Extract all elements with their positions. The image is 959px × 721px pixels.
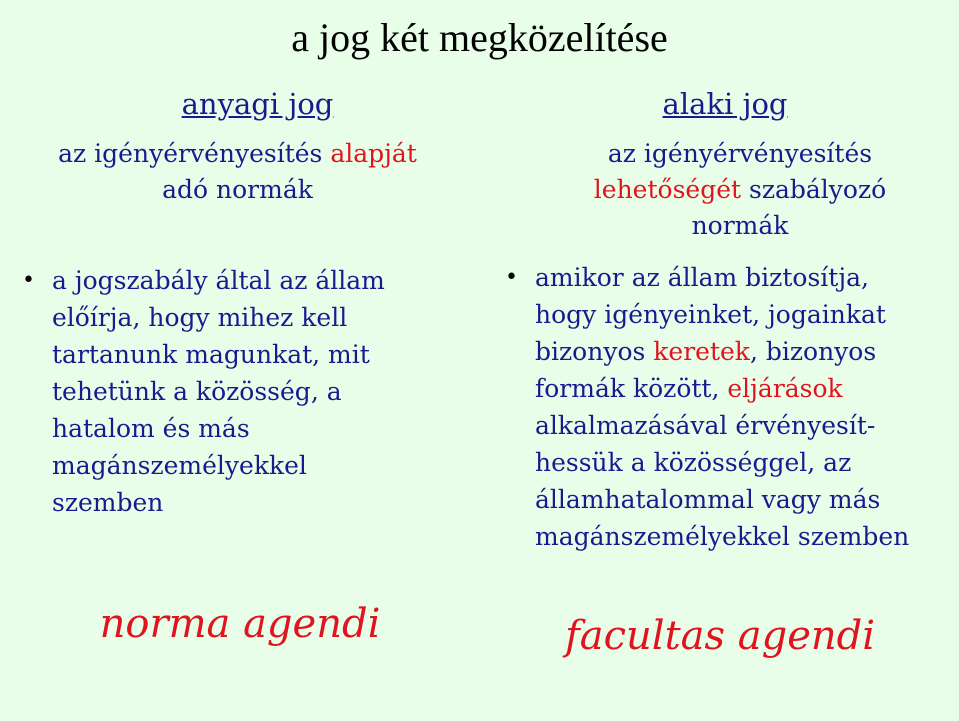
right-subtitle-highlight: lehetőségét xyxy=(593,175,742,204)
right-latin-term: facultas agendi xyxy=(564,613,876,659)
right-bullet xyxy=(505,259,935,555)
slide-title: a jog két megközelítése xyxy=(291,15,668,60)
right-bullet-highlight-2: eljárások xyxy=(727,374,843,403)
right-subtitle-text-1: az igényérvényesítés xyxy=(607,139,873,168)
left-bullet-text: a jogszabály által az állam előírja, hogy mihez kell tartanunk magunkat, mit tehetünk a közösség, a hatalom és más magánszemélyekkel szemben xyxy=(52,266,385,517)
right-subtitle xyxy=(530,136,950,244)
bullet-icon: • xyxy=(22,268,35,293)
left-subtitle-text: az igényérvényesítés xyxy=(58,139,331,168)
left-bullet xyxy=(22,262,422,521)
right-bullet-highlight-1: keretek xyxy=(653,337,750,366)
left-subtitle-highlight: alapját xyxy=(330,139,417,168)
right-bullet-text-1: amikor az állam biztosítja, hogy igényeinket, jogainkat bizonyos xyxy=(535,263,886,366)
left-subtitle-text-2: adó normák xyxy=(162,175,313,204)
left-subtitle xyxy=(20,136,455,208)
right-bullet-text-3: alkalmazásával érvényesít-hessük a közösséggel, az államhatalommal vagy más magánszemélyekkel szemben xyxy=(535,411,910,551)
right-heading: alaki jog xyxy=(662,87,788,121)
right-bullet-text-2: , bizonyos formák között, xyxy=(535,337,877,403)
right-subtitle-text-2: szabályozó xyxy=(741,175,887,204)
left-heading: anyagi jog xyxy=(181,87,334,121)
right-bullet-text xyxy=(535,259,935,555)
bullet-icon: • xyxy=(505,265,518,290)
left-latin-term: norma agendi xyxy=(99,601,381,647)
right-subtitle-text-3: normák xyxy=(691,211,789,240)
